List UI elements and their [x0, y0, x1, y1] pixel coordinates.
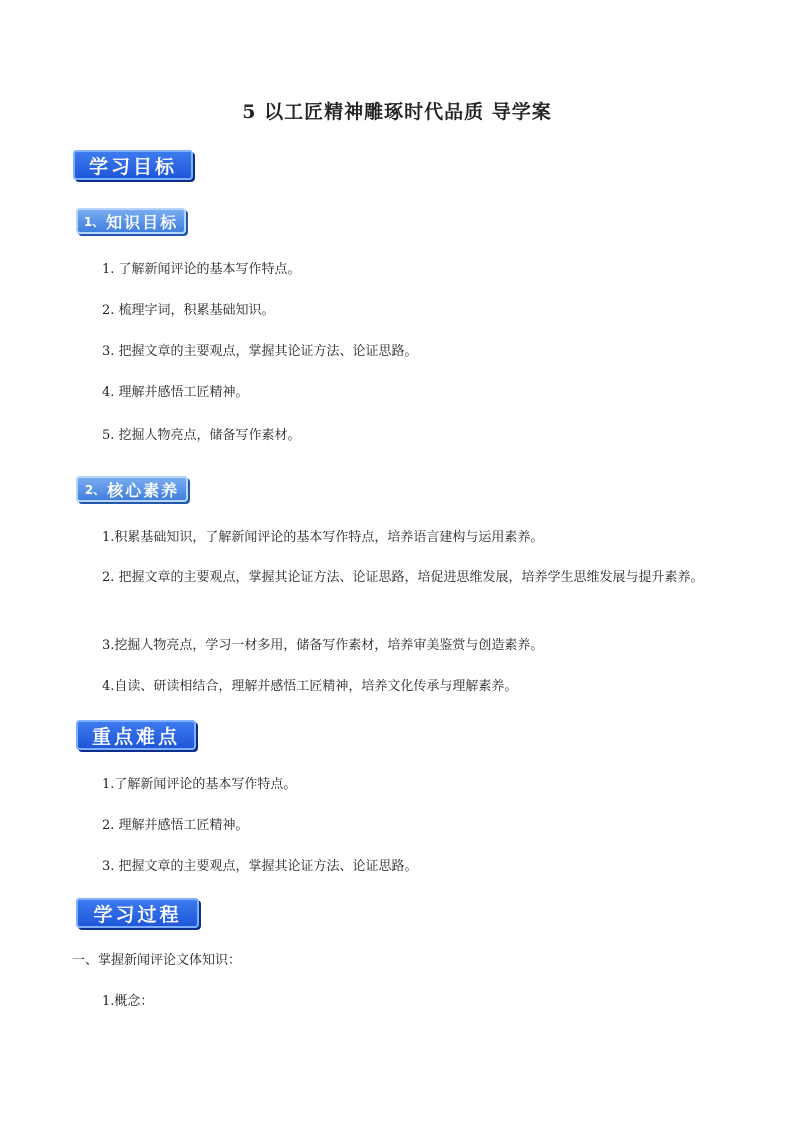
page-title: 5 以工匠精神雕琢时代品质 导学案	[242, 101, 552, 123]
section-badge-label: 学习过程	[93, 903, 182, 926]
core-item: 1.积累基础知识，了解新闻评论的基本写作特点，培养语言建构与运用素养。	[102, 530, 544, 545]
process-item: 一、掌握新闻评论文体知识：	[72, 953, 242, 968]
section-badge-process	[76, 898, 199, 928]
section-badge-goals	[73, 150, 193, 180]
key-item: 3. 把握文章的主要观点，掌握其论证方法、论证思路。	[102, 859, 418, 874]
knowledge-item: 2. 梳理字词，积累基础知识。	[102, 303, 275, 318]
process-item: 1.概念：	[102, 994, 154, 1009]
subsection-label: 核心素养	[107, 480, 180, 500]
section-badge-label: 重点难点	[91, 725, 180, 748]
core-item: 4.自读、研读相结合，理解并感悟工匠精神，培养文化传承与理解素养。	[102, 679, 518, 694]
subsection-number: 2、	[84, 482, 106, 497]
section-badge-label: 学习目标	[88, 155, 177, 178]
subsection-label: 知识目标	[106, 212, 179, 232]
knowledge-item: 1. 了解新闻评论的基本写作特点。	[102, 262, 301, 277]
subsection-badge-core	[76, 476, 188, 502]
knowledge-item: 4. 理解并感悟工匠精神。	[102, 385, 249, 400]
key-item: 1.了解新闻评论的基本写作特点。	[102, 777, 297, 792]
subsection-badge-knowledge	[76, 208, 186, 234]
section-badge-key-points	[76, 720, 196, 750]
knowledge-item: 5. 挖掘人物亮点，储备写作素材。	[102, 428, 301, 443]
core-item: 3.挖掘人物亮点，学习一材多用，储备写作素材，培养审美鉴赏与创造素养。	[102, 638, 544, 653]
core-item: 2. 把握文章的主要观点，掌握其论证方法、论证思路，培促进思维发展，培养学生思维发展与提升素养。	[102, 570, 704, 585]
knowledge-item: 3. 把握文章的主要观点，掌握其论证方法、论证思路。	[102, 344, 418, 359]
subsection-number: 1、	[83, 214, 105, 229]
key-item: 2. 理解并感悟工匠精神。	[102, 818, 249, 833]
